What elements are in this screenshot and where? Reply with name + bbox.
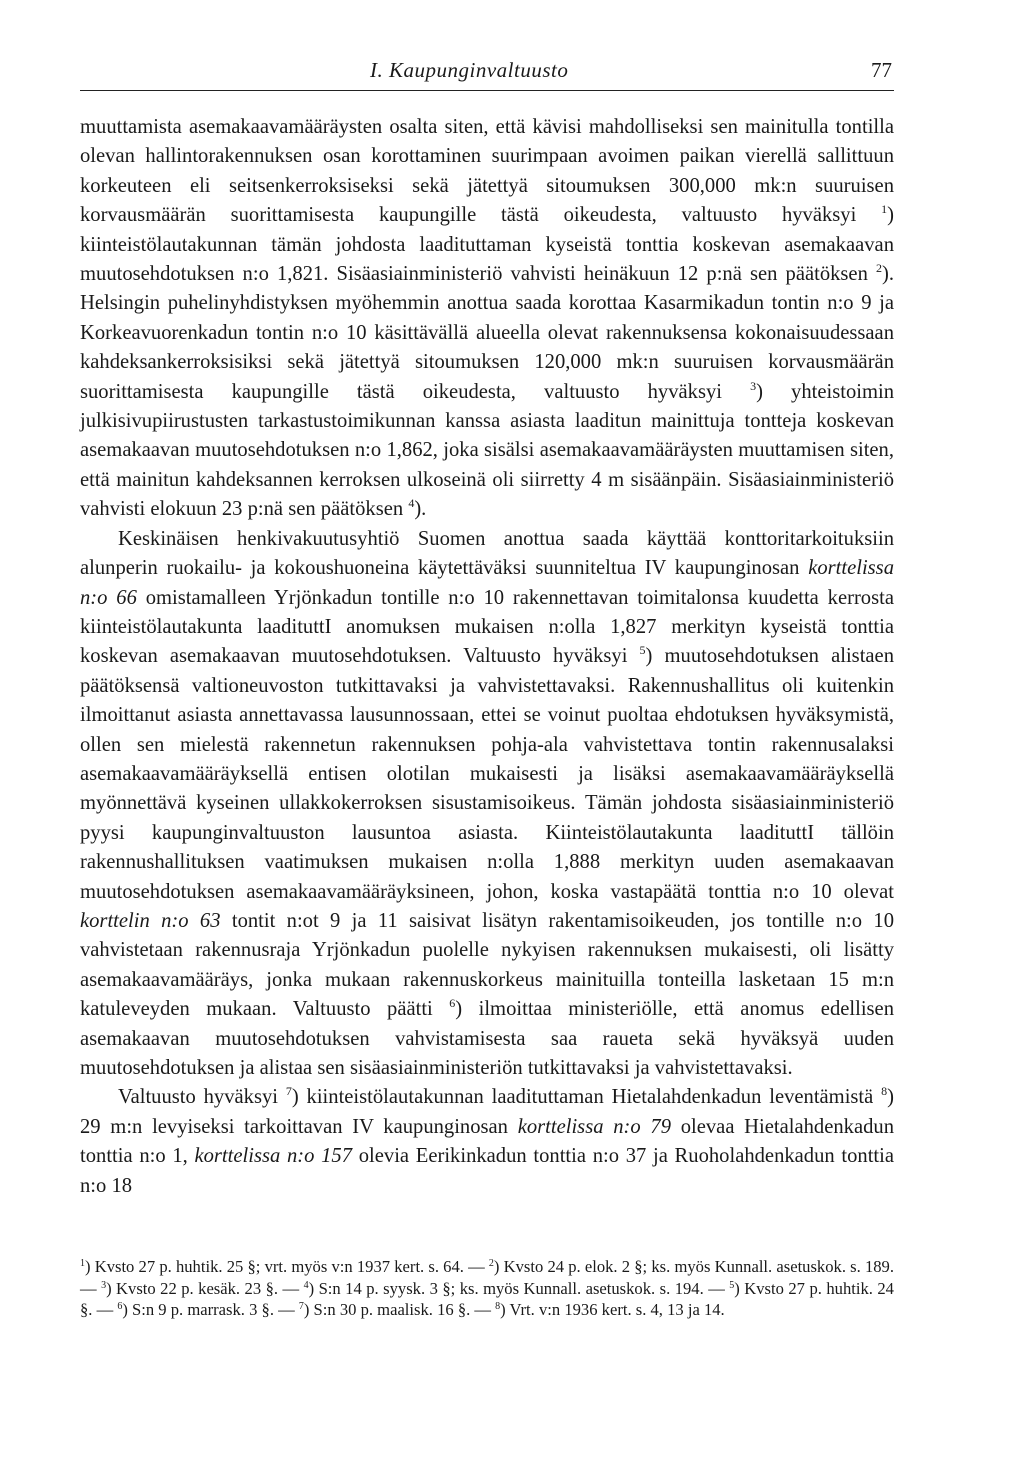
running-header [80, 58, 894, 92]
footnote-marker: 8 [495, 1301, 501, 1313]
italic-block-ref: korttelin n:o 63 [80, 909, 221, 932]
footnote-ref: 4 [408, 496, 415, 511]
paragraph-3 [80, 1083, 894, 1201]
footnotes [80, 1256, 894, 1321]
text-run: muuttamista asemakaavamääräysten osalta siten, että kävisi mahdolliseksi sen mainitulla tontilla olevan hallintorakennuksen osan korottaminen suurimpaan avoimen paikan vierellä sallittuun korkeuteen eli seitsenkerroksiseksi sekä jätettyä sitoumuksen 300,000 mk:n suuruisen korvausmäärän suorittamisesta kaupungille tästä oikeudesta, valtuusto hyväksyi [80, 116, 894, 227]
page-number: 77 [871, 58, 892, 82]
italic-block-ref: korttelissa n:o 157 [194, 1145, 353, 1168]
text-run: omistamalleen Yrjönkadun tontille n:o 10 rakennettavan toimitalonsa kuudetta kerrosta kiinteistölautakunta laadituttI anomuksen mukaisen n:olla 1,827 merkityn kyseistä tonttia koskevan asemakaavan muutosehdotuksen. Valtuusto hyväksyi [80, 586, 894, 668]
footnote-ref: 8 [881, 1084, 888, 1099]
header-rule [80, 90, 894, 91]
footnote-ref: 2 [875, 261, 882, 276]
text-run: ) kiinteistölautakunnan laadituttaman Hietalahdenkadun leventämistä [291, 1086, 874, 1109]
footnote-marker: 4 [303, 1279, 309, 1291]
text-run: ) muutosehdotuksen alistaen päätöksensä valtioneuvoston tutkittavaksi ja vahvistettavaksi. Rakennushallitus oli kuitenkin ilmoittanut asiasta annettavassa lausunnossaan, ettei se voinut puoltaa ehdotuksen hyväksymistä, ollen sen mielestä rakennetun rakennuksen pohja-ala vahvistettava tontin rakennusalaksi asemakaavamääräyksellä entisen olotilan mukaisesti ja lisäksi asemakaavamääräyksellä myönnettävä kyseinen ullakkokerroksen sisustamisoikeus. Tämän johdosta sisäasiainministeriö pyysi kaupunginvaltuuston lausuntoa asiasta. Kiinteistölautakunta laadituttI tällöin rakennushallituksen vaatimuksen mukaisen n:olla 1,888 merkityn uuden asemakaavan muutosehdotuksen asemakaavamääräyksineen, johon, koska vastapäätä tonttia n:o 10 olevat [80, 645, 894, 903]
footnote-marker: 7 [298, 1301, 304, 1313]
footnote-marker: 3 [101, 1279, 107, 1291]
footnote-ref: 3 [750, 378, 757, 393]
text-run: ) 29 m:n levyiseksi tarkoittavan IV kaupunginosan [80, 1086, 895, 1138]
italic-block-ref: korttelissa n:o 79 [517, 1115, 671, 1138]
footnote-ref: 7 [285, 1084, 292, 1099]
italic-block-ref: korttelissa n:o 66 [80, 557, 894, 609]
footnote-text: ) Kvsto 27 p. huhtik. 25 §; vrt. myös v:n 1937 kert. s. 64. — [85, 1257, 485, 1276]
text-run: ). Helsingin puhelinyhdistyksen myöhemmin anottua saada korottaa Kasarmikadun tontin n:o 9 ja Korkeavuorenkadun tontin n:o 10 käsittävällä alueella olevat rakennuksensa kokonaisuudessaan kahdeksankerroksisiksi sekä jätettyä sitoumuksen 120,000 mk:n suuruisen korvausmäärän suorittamisesta kaupungille tästä oikeudesta, valtuusto hyväksyi [80, 263, 894, 403]
footnote-text: ) S:n 14 p. syysk. 3 §; ks. myös Kunnall. asetuskok. s. 194. — [308, 1278, 725, 1298]
text-run: olevaa Hietalahdenkadun tonttia n:o 1, [80, 1115, 894, 1168]
footnote-text: ) Kvsto 24 p. elok. 2 §; ks. myös Kunnall. asetuskok. s. 189. — [80, 1257, 894, 1298]
paragraph-2 [80, 525, 894, 1084]
footnote-text: ) Kvsto 22 p. kesäk. 23 §. — [106, 1278, 300, 1298]
footnote-text: ) Vrt. v:n 1936 kert. s. 4, 13 ja 14. [500, 1300, 725, 1320]
paragraph-1 [80, 113, 894, 525]
footnote-marker: 1 [80, 1258, 85, 1269]
footnote-text: ) S:n 30 p. maalisk. 16 §. — [303, 1300, 492, 1320]
footnote-text: ) S:n 9 p. marrask. 3 §. — [122, 1300, 295, 1320]
text-run: ) yhteistoimin julkisivupiirustusten tarkastustoimikunnan kanssa asiasta laaditun mainittuja tontteja koskevan asemakaavan muutosehdotuksen n:o 1,862, joka sisälsi asemakaavamääräysten muuttamisen siten, että mainitun kahdeksannen kerroksen ulkoseinä oli siirretty 4 m sisäänpäin. Sisäasiainministeriö vahvisti elokuun 23 p:nä sen päätöksen [80, 380, 894, 521]
text-run: olevia Eerikinkadun tonttia n:o 37 ja Ruoholahdenkadun tonttia n:o 18 [80, 1145, 895, 1197]
footnote-text: ) Kvsto 27 p. huhtik. 24 §. — [80, 1278, 894, 1320]
footnote-marker: 2 [488, 1258, 494, 1269]
footnote-ref: 1 [881, 202, 888, 217]
body-text [80, 113, 894, 1201]
text-run: ). [414, 498, 427, 521]
footnote-marker: 5 [729, 1279, 735, 1291]
text-run: Keskinäisen henkivakuutusyhtiö Suomen anottua saada käyttää konttoritarkoituksiin alunperin ruokailu- ja kokoushuoneina käytettäväksi suunniteltua IV kaupunginosan [80, 527, 894, 580]
text-run: tontit n:ot 9 ja 11 saisivat lisätyn rakentamisoikeuden, jos tontille n:o 10 vahvistetaan rakennusraja Yrjönkadun puolelle nykyisen rakennuksen mukaisesti, oli lisätty asemakaavamääräys, jonka mukaan rakennuskorkeus mainituilla tonteilla lasketaan 15 m:n katuleveyden mukaan. Valtuusto päätti [80, 909, 894, 1021]
text-run: Valtuusto hyväksyi [118, 1086, 278, 1109]
footnote-marker: 6 [117, 1301, 123, 1313]
text-run: ) ilmoittaa ministeriölle, että anomus edellisen asemakaavan muutosehdotuksen vahvistamisesta saa raueta sekä hyväksyä uuden muutosehdotuksen ja alistaa sen sisäasiainministeriön tutkittavaksi ja vahvistettavaksi. [80, 998, 894, 1079]
running-header-title: I. Kaupunginvaltuusto [370, 58, 569, 82]
text-run: ) kiinteistölautakunnan tämän johdosta laadituttaman kyseistä tonttia koskevan asemakaavan muutosehdotuksen n:o 1,821. Sisäasiainministeriö vahvisti heinäkuun 12 p:nä sen päätöksen [80, 204, 894, 286]
footnote-ref: 6 [449, 996, 456, 1011]
footnote-ref: 5 [639, 643, 646, 658]
